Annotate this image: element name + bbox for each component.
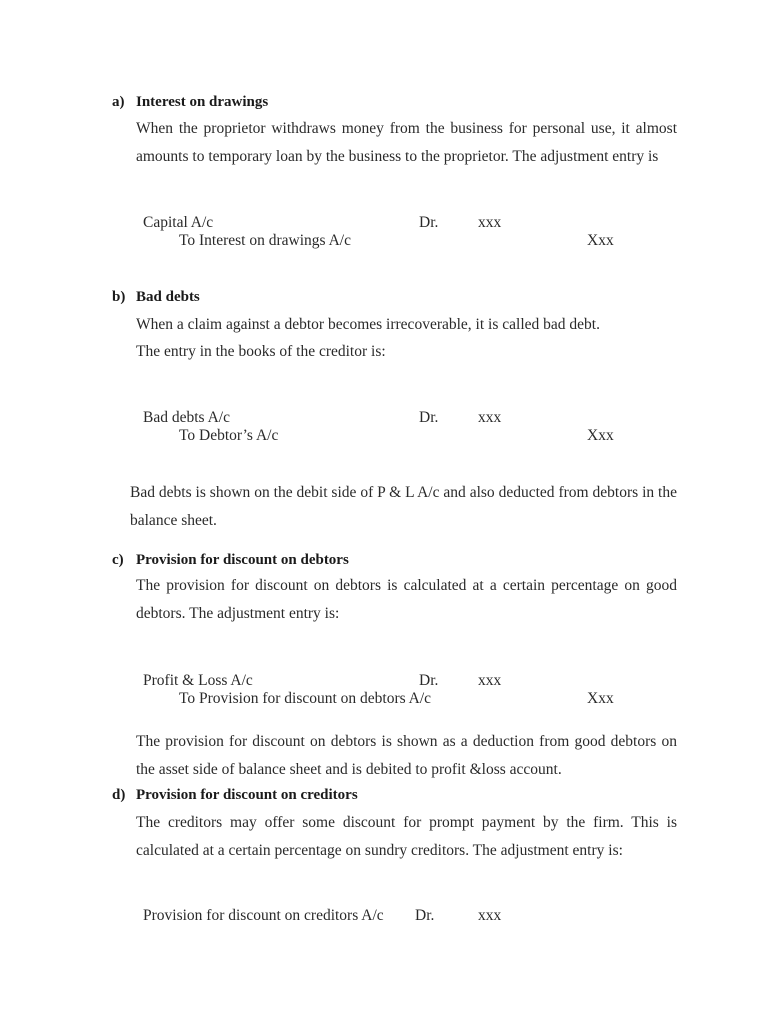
section-d-dr: Dr. — [415, 907, 435, 924]
section-a-credit-amount: Xxx — [587, 232, 614, 249]
section-a-debit-amount: xxx — [478, 214, 502, 231]
section-c-heading: Provision for discount on debtors — [136, 552, 349, 568]
section-a-paragraph: When the proprietor withdraws money from the business for personal use, it almost amounts to temporary loan by the business to the proprietor. The adjustment entry is — [136, 120, 677, 165]
section-c-debit-account: Profit & Loss A/c — [143, 672, 253, 689]
section-c-paragraph: The provision for discount on debtors is calculated at a certain percentage on good debtors. The adjustment entry is: — [136, 577, 677, 622]
section-b-note: Bad debts is shown on the debit side of P & L A/c and also deducted from debtors in the balance sheet. — [130, 484, 677, 529]
section-c-credit-account: To Provision for discount on debtors A/c — [179, 690, 432, 707]
section-c-marker: c) — [112, 552, 124, 568]
section-a-dr: Dr. — [419, 214, 439, 231]
section-c-credit-amount: Xxx — [587, 690, 614, 707]
section-a-marker: a) — [112, 94, 125, 110]
section-b-heading: Bad debts — [136, 289, 200, 305]
section-b-line2: The entry in the books of the creditor is: — [136, 343, 386, 360]
section-c-debit-amount: xxx — [478, 672, 502, 689]
section-b-credit-amount: Xxx — [587, 427, 614, 444]
section-c-dr: Dr. — [419, 672, 439, 689]
section-a-heading: Interest on drawings — [136, 94, 269, 110]
section-b-marker: b) — [112, 289, 126, 305]
section-d-paragraph: The creditors may offer some discount for prompt payment by the firm. This is calculated at a certain percentage on sundry creditors. The adjustment entry is: — [136, 814, 677, 859]
section-d-debit-amount: xxx — [478, 907, 502, 924]
section-b-credit-account: To Debtor’s A/c — [179, 427, 279, 444]
section-b-line1: When a claim against a debtor becomes irrecoverable, it is called bad debt. — [136, 316, 600, 333]
section-d-debit-account: Provision for discount on creditors A/c — [143, 907, 384, 924]
section-b-debit-amount: xxx — [478, 409, 502, 426]
section-c-note: The provision for discount on debtors is shown as a deduction from good debtors on the asset side of balance sheet and is debited to profit &loss account. — [136, 733, 677, 778]
section-a-credit-account: To Interest on drawings A/c — [179, 232, 351, 249]
section-b-dr: Dr. — [419, 409, 439, 426]
section-d-marker: d) — [112, 787, 126, 803]
section-d-heading: Provision for discount on creditors — [136, 787, 358, 803]
section-a-debit-account: Capital A/c — [143, 214, 214, 231]
section-b-debit-account: Bad debts A/c — [143, 409, 230, 426]
